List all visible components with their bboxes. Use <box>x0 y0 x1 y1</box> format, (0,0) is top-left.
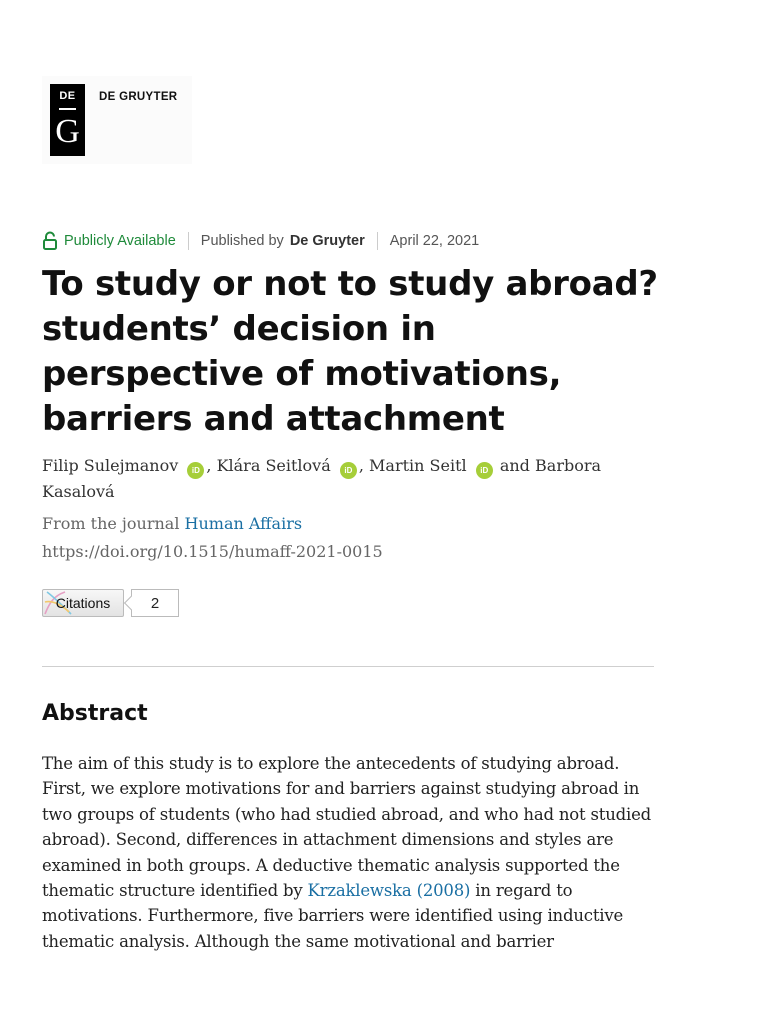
abstract-text-part: in regard to motivations. Furthermore, five barriers were identified using inductive thematic analysis. Although the same motivational and barrier <box>42 881 624 951</box>
de-gruyter-logo-mark <box>50 84 85 156</box>
article-meta <box>42 230 479 252</box>
abstract-text-part: The aim of this study is to explore the antecedents of studying abroad. First, we explore motivations for and barriers against studying abroad in two groups of students (who had studied abroad, and who had not studied abroad). Second, differences in attachment dimensions and styles are examined in both groups. A deductive thematic analysis supported the thematic structure identified by <box>42 754 652 901</box>
unlock-icon <box>42 231 58 251</box>
journal-link[interactable]: Human Affairs <box>184 514 303 533</box>
logo-divider <box>59 108 76 110</box>
journal-prefix: From the journal <box>42 514 180 533</box>
published-by-label: Published by <box>200 233 284 249</box>
access-status: Publicly Available <box>64 233 176 249</box>
publisher-name: De Gruyter <box>289 233 365 249</box>
author-name: Barbora Kasalová <box>42 456 602 501</box>
author-separator: , <box>358 456 364 475</box>
author-name: Filip Sulejmanov <box>42 456 179 475</box>
article-title: To study or not to study abroad? students’ decision in perspective of motivations, barriers and attachment <box>42 264 658 439</box>
author-conjunction: and <box>499 456 530 475</box>
citations-count: 2 <box>131 589 179 617</box>
doi-link[interactable]: https://doi.org/10.1515/humaff-2021-0015 <box>42 542 383 561</box>
meta-divider <box>188 232 189 250</box>
orcid-icon[interactable]: iD <box>187 462 204 479</box>
publisher-logo[interactable] <box>42 76 192 164</box>
journal-line <box>42 514 302 533</box>
logo-mark-bottom: G <box>55 113 80 150</box>
citations-badge[interactable] <box>42 589 124 617</box>
orcid-icon[interactable]: iD <box>340 462 357 479</box>
author-name: Klára Seitlová <box>216 456 331 475</box>
orcid-icon[interactable]: iD <box>476 462 493 479</box>
author-list <box>42 453 642 504</box>
reference-link[interactable]: Krzaklewska (2008) <box>307 881 471 901</box>
publish-date: April 22, 2021 <box>389 233 480 249</box>
section-divider <box>42 666 654 667</box>
author-name: Martin Seitl <box>369 456 467 475</box>
citations-label: Citations <box>55 595 111 611</box>
logo-mark-top: DE <box>59 90 76 102</box>
meta-divider <box>377 232 378 250</box>
abstract-text <box>42 751 658 954</box>
author-separator: , <box>206 456 212 475</box>
abstract-heading: Abstract <box>42 701 148 726</box>
logo-wordmark: DE GRUYTER <box>99 91 178 103</box>
citations-widget[interactable] <box>42 589 179 617</box>
